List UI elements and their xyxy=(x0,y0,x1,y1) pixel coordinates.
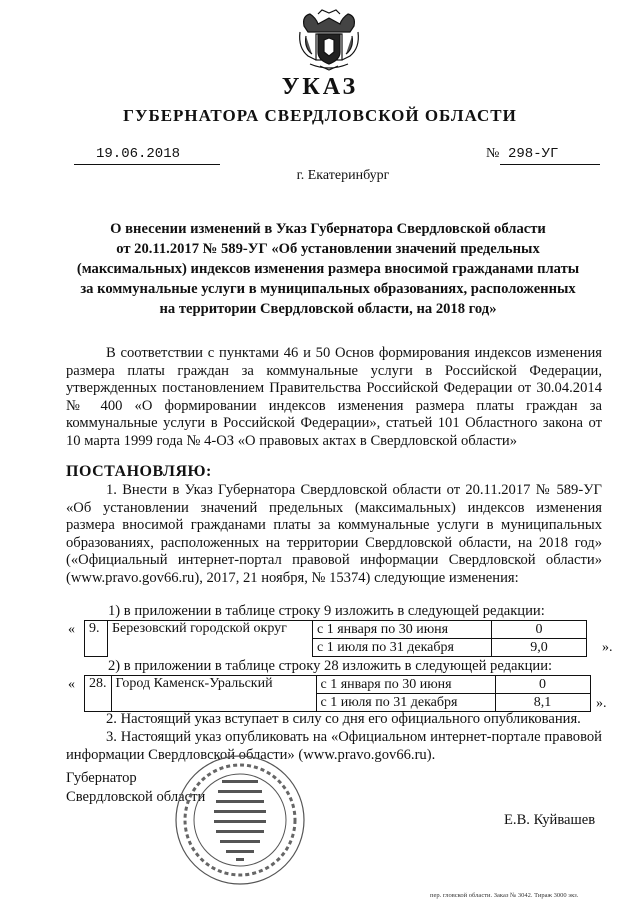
position-line: Губернатор xyxy=(66,770,137,786)
official-stamp-icon xyxy=(170,750,310,890)
period-cell: с 1 января по 30 июня xyxy=(313,621,492,639)
municipality-name: Березовский городской округ xyxy=(108,621,313,657)
position-line: Свердловской области xyxy=(66,789,206,805)
document-date: 19.06.2018 xyxy=(74,146,220,165)
coat-of-arms-icon xyxy=(296,8,362,74)
table-row xyxy=(85,621,587,639)
index-value: 0 xyxy=(492,621,587,639)
heading-line: (максимальных) индексов изменения размера вносимой гражданами платы xyxy=(76,261,580,277)
document-number: 298-УГ xyxy=(500,146,600,165)
amendment-1-table xyxy=(84,620,587,657)
document-subtitle: ГУБЕРНАТОРА СВЕРДЛОВСКОЙ ОБЛАСТИ xyxy=(123,106,517,125)
document-heading xyxy=(58,219,598,319)
heading-line: О внесении изменений в Указ Губернатора Свердловской области xyxy=(110,221,546,237)
index-value: 9,0 xyxy=(492,639,587,657)
period-cell: с 1 июля по 31 декабря xyxy=(313,639,492,657)
heading-line: на территории Свердловской области, на 2018 год» xyxy=(159,301,497,317)
amendment-2-intro: 2) в приложении в таблице строку 28 изложить в следующей редакции: xyxy=(108,658,553,674)
index-value: 0 xyxy=(495,676,590,694)
open-quote: « xyxy=(68,622,75,637)
row-number: 28. xyxy=(85,676,112,712)
open-quote: « xyxy=(68,677,75,692)
clause-2: 2. Настоящий указ вступает в силу со дня его официального опубликования. xyxy=(106,711,581,727)
heading-line: от 20.11.2017 № 589-УГ «Об установлении значений предельных xyxy=(116,241,540,257)
clause-3: 3. Настоящий указ опубликовать на «Официальном интернет-портале правовой информации Свердловской области» (www.pravo.gov66.ru). xyxy=(66,729,602,763)
document-city: г. Екатеринбург xyxy=(296,168,390,183)
amendment-1-intro: 1) в приложении в таблице строку 9 изложить в следующей редакции: xyxy=(108,603,545,619)
amendment-2-table xyxy=(84,675,591,712)
close-quote: ». xyxy=(602,640,613,655)
signatory-name: Е.В. Куйвашев xyxy=(504,812,596,828)
resolve-word: ПОСТАНОВЛЯЮ: xyxy=(66,463,212,480)
document-title: УКАЗ xyxy=(281,74,359,100)
close-quote: ». xyxy=(596,696,607,711)
municipality-name: Город Каменск-Уральский xyxy=(111,676,316,712)
period-cell: с 1 июля по 31 декабря xyxy=(316,694,495,712)
preamble-paragraph: В соответствии с пунктами 46 и 50 Основ формирования индексов изменения размера платы граждан за коммунальные услуги в Российской Федерации, утвержденных постановлением Правительства Российской Федерации от 30.04.2014 № 400 «О формировании индексов изменения размера платы граждан за коммунальные услуги в Российской Федерации», статьей 101 Областного закона от 10 марта 1999 года № 4-ОЗ «О правовых актах в Свердловской области» xyxy=(66,345,602,449)
number-label: № xyxy=(486,146,500,161)
period-cell: с 1 января по 30 июня xyxy=(316,676,495,694)
clause-1: 1. Внести в Указ Губернатора Свердловской области от 20.11.2017 № 589-УГ «Об установлении значений предельных (максимальных) индексов изменения размера вносимой гражданами платы за коммунальные услуги в муниципальных образованиях, расположенных на территории Свердловской области, на 2018 год» («Официальный интернет-портал правовой информации Свердловской области» (www.pravo.gov66.ru), 2017, 21 ноября, № 15374) следующие изменения: xyxy=(66,482,602,586)
table-row xyxy=(85,676,591,694)
print-footer: пер. гловской области. Заказ № 3042. Тираж 3000 экз. xyxy=(430,892,579,899)
row-number: 9. xyxy=(85,621,108,657)
heading-line: за коммунальные услуги в муниципальных образованиях, расположенных xyxy=(80,281,576,297)
index-value: 8,1 xyxy=(495,694,590,712)
